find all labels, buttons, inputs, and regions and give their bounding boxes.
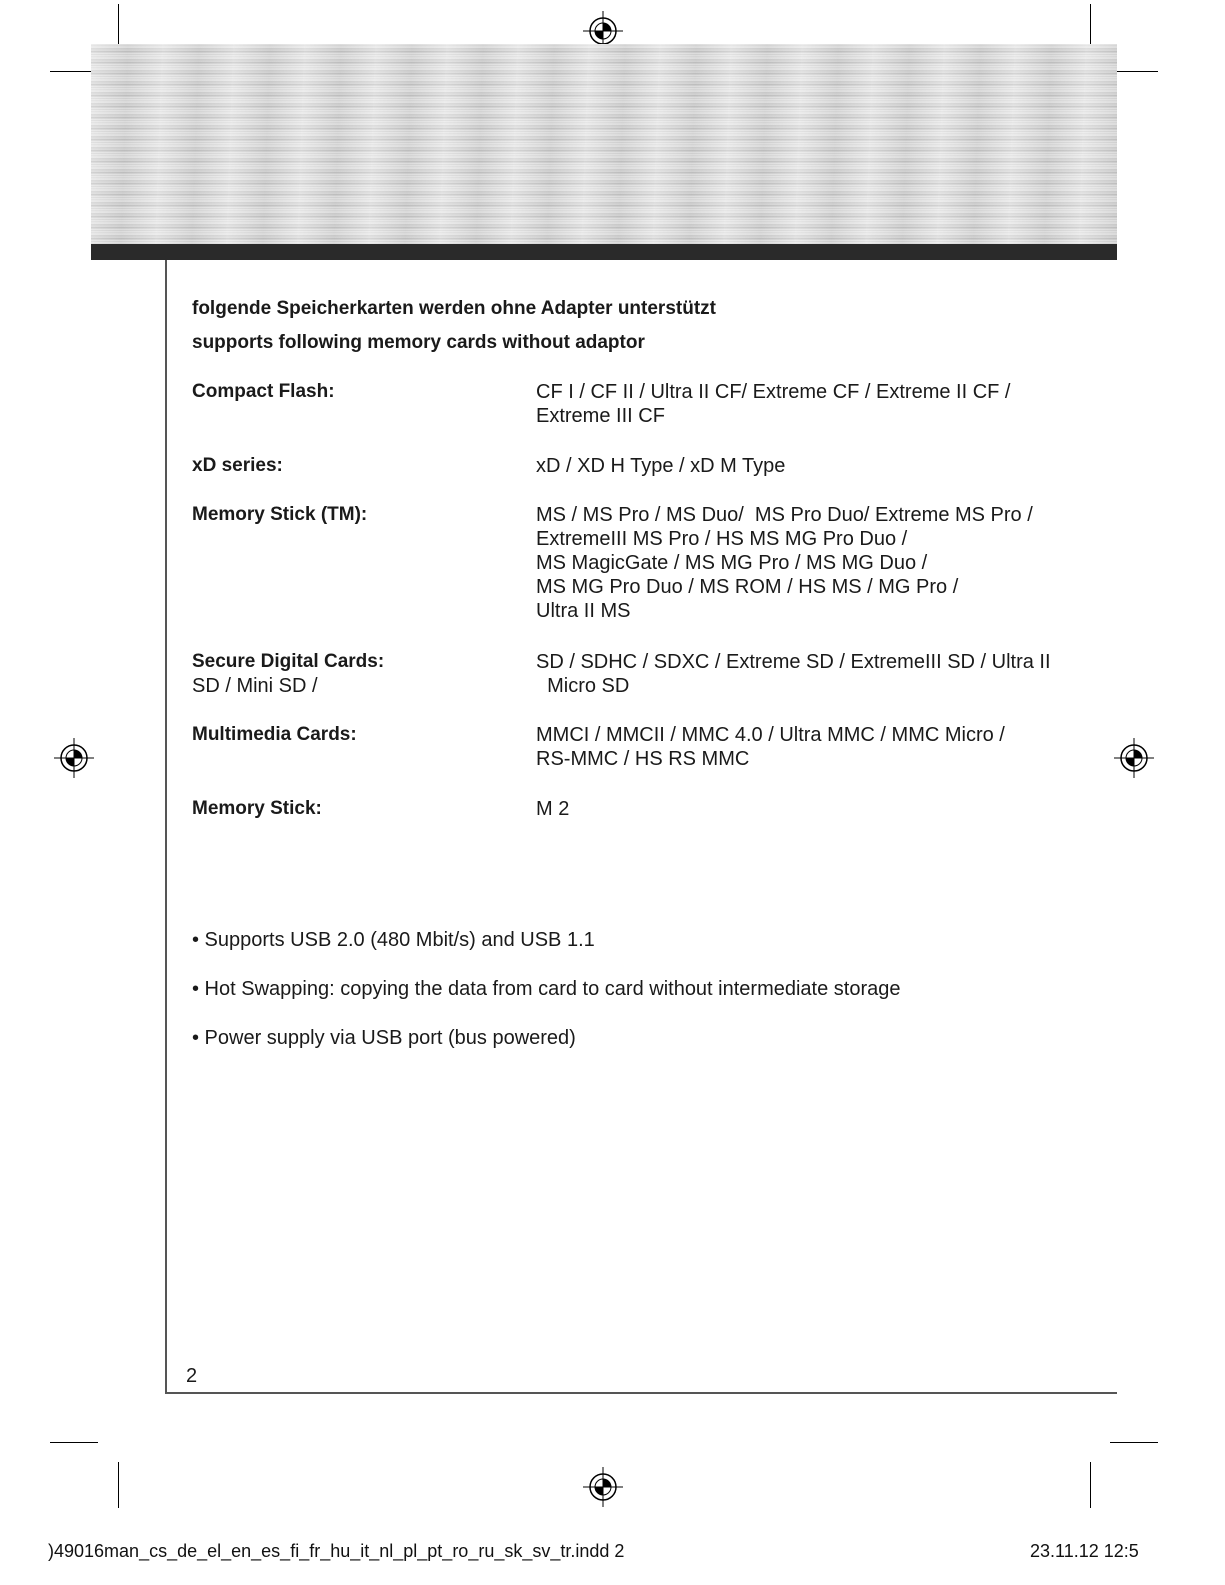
spec-value-memory-stick-tm: MS / MS Pro / MS Duo/ MS Pro Duo/ Extreme MS Pro / ExtremeIII MS Pro / HS MS MG Pro Duo / MS MagicGate / MS MG Pro / MS MG Duo / MS MG Pro Duo / MS ROM / HS MS / MG Pro / Ultra II MS	[536, 504, 1033, 622]
spec-sublabel-secure-digital: SD / Mini SD /	[192, 675, 318, 697]
spec-value-xd-series: xD / XD H Type / xD M Type	[536, 455, 786, 477]
banner-dark-bar	[91, 244, 1117, 260]
spec-value-multimedia-cards: MMCI / MMCII / MMC 4.0 / Ultra MMC / MMC Micro / RS-MMC / HS RS MMC	[536, 724, 1005, 770]
crop-mark-bottom-right-h	[1110, 1442, 1158, 1443]
spec-label-secure-digital: Secure Digital Cards:	[192, 651, 385, 672]
brushed-metal-banner	[91, 44, 1117, 244]
spec-label-compact-flash: Compact Flash:	[192, 381, 335, 402]
spec-value-memory-stick: M 2	[536, 798, 570, 820]
crop-mark-top-right-h	[1110, 71, 1158, 72]
feature-item: • Supports USB 2.0 (480 Mbit/s) and USB 1.1	[192, 929, 595, 951]
feature-item: • Power supply via USB port (bus powered)	[192, 1027, 576, 1049]
spec-value-compact-flash: CF I / CF II / Ultra II CF/ Extreme CF / Extreme II CF / Extreme III CF	[536, 381, 1011, 427]
registration-mark-icon	[583, 1467, 623, 1507]
page-frame-left-rule	[165, 260, 167, 1393]
registration-mark-icon	[54, 738, 94, 778]
page-frame-bottom-rule	[165, 1392, 1117, 1394]
footer-datetime: 23.11.12 12:5	[1030, 1541, 1139, 1561]
heading-english: supports following memory cards without adaptor	[192, 332, 645, 353]
spec-value-secure-digital: SD / SDHC / SDXC / Extreme SD / ExtremeIII SD / Ultra II Micro SD	[536, 651, 1051, 697]
feature-item: • Hot Swapping: copying the data from card to card without intermediate storage	[192, 978, 901, 1000]
spec-label-memory-stick: Memory Stick:	[192, 798, 322, 819]
page-number: 2	[186, 1365, 198, 1387]
crop-mark-bottom-right-v	[1090, 1462, 1091, 1508]
spec-label-xd-series: xD series:	[192, 455, 283, 476]
crop-mark-bottom-left-h	[50, 1442, 98, 1443]
registration-mark-icon	[1114, 738, 1154, 778]
crop-mark-bottom-left-v	[118, 1462, 119, 1508]
spec-label-multimedia-cards: Multimedia Cards:	[192, 724, 357, 745]
spec-label-memory-stick-tm: Memory Stick (TM):	[192, 504, 368, 525]
footer-filename: )49016man_cs_de_el_en_es_fi_fr_hu_it_nl_pl_pt_ro_ru_sk_sv_tr.indd 2	[48, 1541, 625, 1561]
heading-german: folgende Speicherkarten werden ohne Adapter unterstützt	[192, 298, 716, 319]
